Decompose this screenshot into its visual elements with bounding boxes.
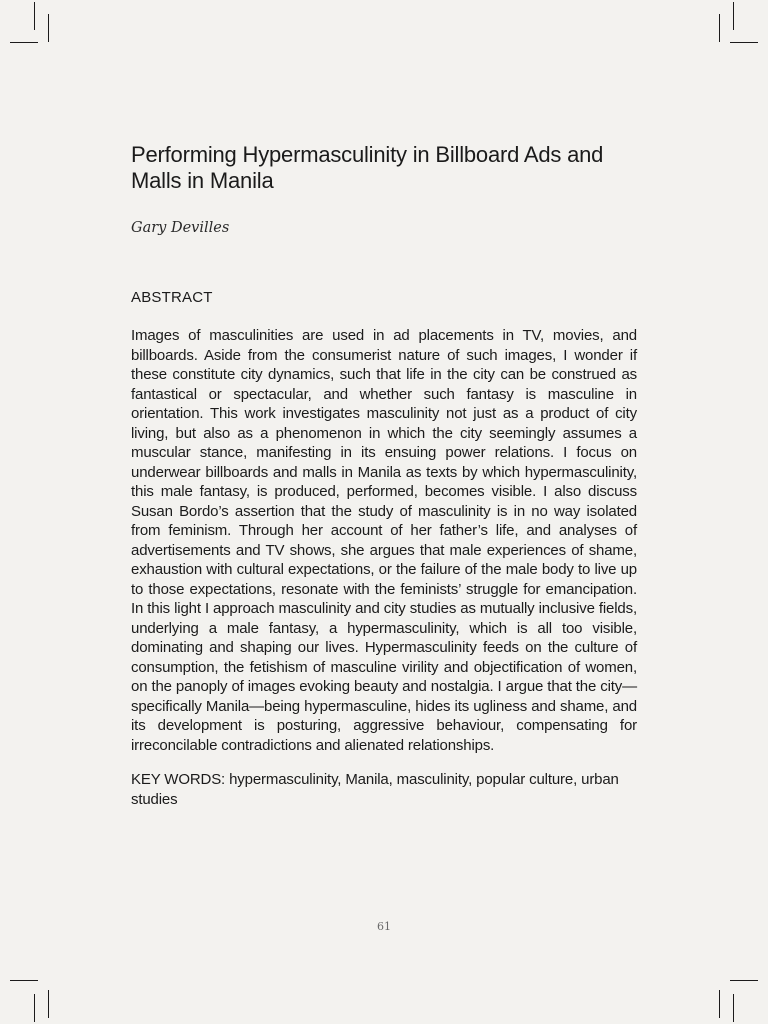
crop-mark	[10, 42, 38, 43]
article-content	[131, 142, 637, 809]
crop-mark	[719, 14, 720, 42]
crop-mark	[48, 990, 49, 1018]
author-name: Gary Devilles	[131, 220, 230, 236]
crop-mark	[733, 994, 734, 1022]
crop-mark	[34, 994, 35, 1022]
page-number: 61	[377, 920, 391, 933]
crop-mark	[34, 2, 35, 30]
keywords-label: KEY WORDS:	[131, 771, 226, 788]
abstract-body: Images of masculinities are used in ad placements in TV, movies, and billboards. Aside from the consumerist nature of such images, I wonder if these constitute city dynamics, such that life in the city can be construed as fantastical or spectacular, and whether such fantasy is masculine in orientation. This work investigates masculinity not just as a product of city living, but also as a phenomenon in which the city seemingly assumes a muscular stance, manifesting in its ensuing power relations. I focus on underwear billboards and malls in Manila as texts by which hypermasculinity, this male fantasy, is produced, performed, becomes visible. I also discuss Susan Bordo’s assertion that the study of masculinity is in no way isolated from feminism. Through her account of her father’s life, and analyses of advertisements and TV shows, she argues that male experiences of shame, exhaustion with cultural expectations, or the failure of the male body to live up to those expectations, resonate with the feminists’ struggle for emancipation. In this light I approach masculinity and city studies as mutually inclusive fields, underlying a male fantasy, a hypermasculinity, which is all too visible, dominating and shaping our lives. Hypermasculinity feeds on the culture of consumption, the fetishism of masculine virility and objectification of women, on the panoply of images evoking beauty and nostalgia. I argue that the city—specifically Manila—being hypermasculine, hides its ugliness and shame, and its development is posturing, aggressive behaviour, compensating for irreconcilable contradictions and alienated relationships.	[131, 327, 637, 754]
keywords-list: hypermasculinity, Manila, masculinity, popular culture, urban studies	[131, 771, 619, 808]
keywords	[131, 770, 637, 809]
crop-mark	[733, 2, 734, 30]
crop-mark	[719, 990, 720, 1018]
crop-mark	[10, 980, 38, 981]
crop-mark	[730, 980, 758, 981]
article-title: Performing Hypermasculinity in Billboard Ads and Malls in Manila	[131, 142, 604, 193]
crop-mark	[730, 42, 758, 43]
crop-mark	[48, 14, 49, 42]
abstract-heading: ABSTRACT	[131, 289, 213, 306]
